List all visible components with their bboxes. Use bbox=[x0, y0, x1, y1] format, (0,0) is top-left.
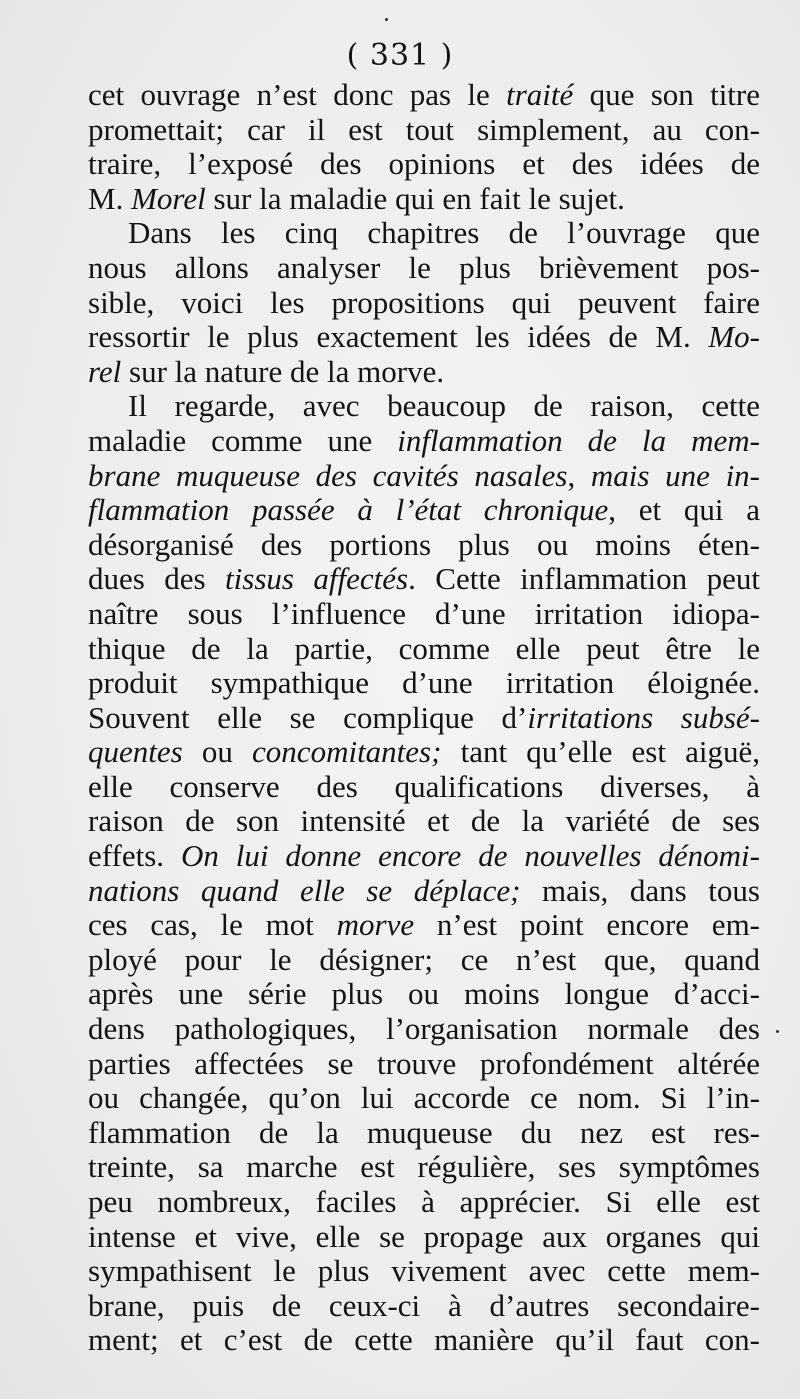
italic-text: Mo- bbox=[708, 319, 760, 355]
text-line: sible, voici les propositions qui peuvent faire bbox=[88, 284, 760, 320]
ink-speck bbox=[385, 18, 388, 21]
text-line: Il regarde, avec beaucoup de raison, cette bbox=[128, 388, 760, 424]
italic-text: nations quand elle se déplace; bbox=[88, 872, 521, 908]
text-line: flammation de la muqueuse du nez est res- bbox=[88, 1114, 760, 1150]
text-line: dues des tissus affectés. Cette inflammation peut bbox=[88, 561, 760, 597]
text-line: M. Morel sur la maladie qui en fait le sujet. bbox=[88, 180, 625, 216]
text-line: quentes ou concomitantes; tant qu’elle est aiguë, bbox=[88, 734, 760, 770]
text-line: brane muqueuse des cavités nasales, mais une in- bbox=[88, 457, 761, 493]
italic-text: On lui donne encore de nouvelles dénomi- bbox=[180, 838, 760, 874]
text-line: ces cas, le mot morve n’est point encore em- bbox=[88, 907, 760, 943]
text-line: ou changée, qu’on lui accorde ce nom. Si l’in- bbox=[88, 1080, 760, 1116]
text-line: parties affectées se trouve profondément altérée bbox=[88, 1045, 760, 1081]
text-line: Souvent elle se complique d’irritations subsé- bbox=[88, 699, 760, 735]
text-line: nous allons analyser le plus brièvement pos- bbox=[88, 249, 760, 285]
text-line: promettait; car il est tout simplement, au con- bbox=[88, 111, 760, 147]
italic-text: brane muqueuse des cavités nasales bbox=[88, 457, 568, 493]
text-line: désorganisé des portions plus ou moins éten- bbox=[88, 526, 760, 562]
italic-text: Morel bbox=[131, 180, 206, 216]
italic-text: inflammation de la mem- bbox=[397, 422, 760, 458]
text-line: treinte, sa marche est régulière, ses symptômes bbox=[88, 1149, 760, 1185]
text-line: thique de la partie, comme elle peut être le bbox=[88, 630, 760, 666]
page-number: ( 331 ) bbox=[346, 38, 454, 73]
text-line: elle conserve des qualifications diverses, à bbox=[88, 768, 760, 804]
text-line: intense et vive, elle se propage aux organes qui bbox=[88, 1218, 760, 1254]
text-line: cet ouvrage n’est donc pas le traité que son titre bbox=[88, 77, 761, 112]
text-line: sympathisent le plus vivement avec cette mem- bbox=[88, 1253, 760, 1289]
text-line: naître sous l’influence d’une irritation idiopa- bbox=[88, 595, 760, 631]
italic-text: flammation passée à l’état chronique bbox=[88, 492, 609, 528]
text-line: dens pathologiques, l’organisation normale des bbox=[88, 1011, 760, 1047]
italic-text: morve bbox=[336, 907, 415, 943]
ink-speck bbox=[776, 1030, 779, 1033]
text-line: traire, l’exposé des opinions et des idées de bbox=[88, 146, 760, 182]
text-line: raison de son intensité et de la variété de ses bbox=[88, 803, 760, 839]
text-line: Dans les cinq chapitres de l’ouvrage que bbox=[128, 215, 760, 251]
text-line: peu nombreux, faciles à apprécier. Si elle est bbox=[88, 1184, 760, 1219]
text-line: brane, puis de ceux-ci à d’autres secondaire- bbox=[88, 1287, 760, 1323]
text-line: ressortir le plus exactement les idées de M. Mo- bbox=[88, 319, 760, 355]
italic-text: mais une in- bbox=[590, 457, 761, 493]
text-line: nations quand elle se déplace; mais, dans tous bbox=[88, 872, 760, 908]
text-line: effets. On lui donne encore de nouvelles dénomi- bbox=[88, 838, 760, 874]
text-line: rel sur la nature de la morve. bbox=[88, 353, 445, 389]
italic-text: tissus affectés bbox=[225, 561, 409, 597]
italic-text: traité bbox=[506, 77, 574, 112]
text-line: maladie comme une inflammation de la mem- bbox=[88, 422, 760, 458]
text-line: ployé pour le désigner; ce n’est que, quand bbox=[88, 941, 760, 977]
text-line: flammation passée à l’état chronique, et qui a bbox=[88, 492, 761, 528]
italic-text: irritations subsé- bbox=[527, 699, 760, 735]
text-line: après une série plus ou moins longue d’acci- bbox=[88, 976, 760, 1012]
text-line: ment; et c’est de cette manière qu’il faut con- bbox=[88, 1322, 760, 1358]
italic-text: concomitantes; bbox=[252, 734, 442, 770]
text-line: produit sympathique d’une irritation éloignée. bbox=[88, 665, 760, 701]
italic-text: rel bbox=[88, 353, 122, 389]
body-text bbox=[88, 78, 760, 1358]
italic-text: quentes bbox=[88, 734, 183, 770]
